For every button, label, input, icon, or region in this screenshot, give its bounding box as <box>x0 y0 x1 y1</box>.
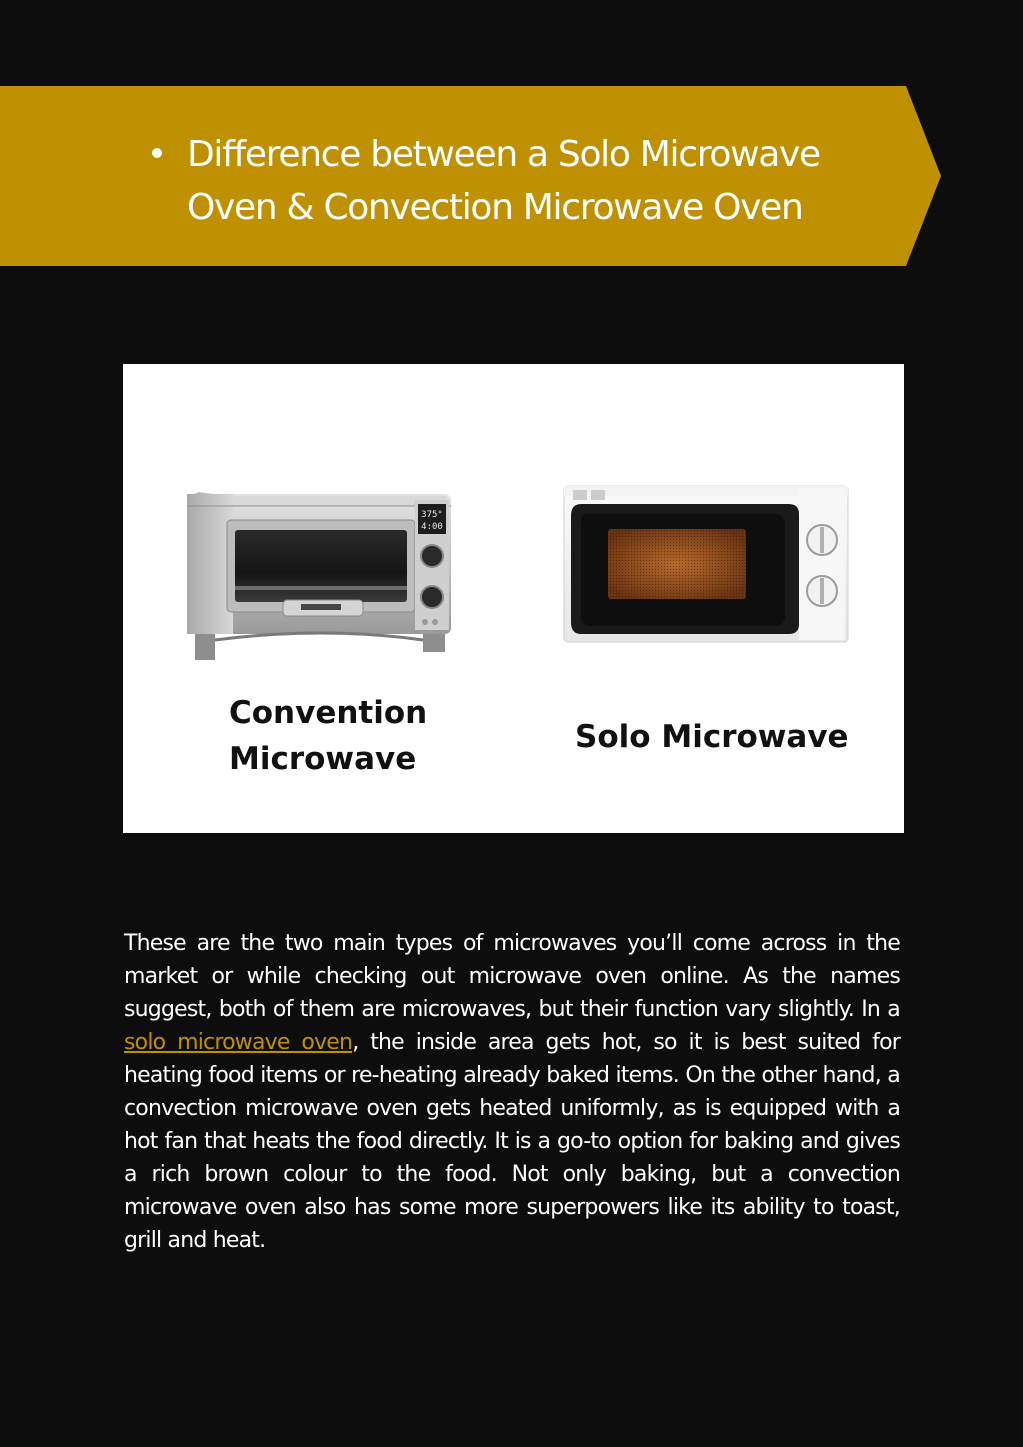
bullet-icon <box>152 148 162 158</box>
comparison-figure <box>123 364 904 833</box>
caption-line-1: Convention <box>229 695 428 731</box>
oven-display-top: 375° <box>421 510 443 520</box>
article-paragraph <box>124 927 900 1257</box>
caption-line-2: Microwave <box>229 741 417 777</box>
paragraph-text-start: These are the two main types of microwaves you’ll come across in the market or while checking out microwave oven online. As the names suggest, both of them are microwaves, but their function vary slightly. In a <box>124 931 900 1022</box>
oven-display-bottom: 4:00 <box>421 522 443 532</box>
paragraph-text-end: , the inside area gets hot, so it is best suited for heating food items or re-heating already baked items. On the other hand, a convection microwave oven gets heated uniformly, as is equipped with a hot fan that heats the food directly. It is a go-to option for baking and gives a rich brown colour to the food. Not only baking, but a convection microwave oven also has some more superpowers like its ability to toast, grill and heat. <box>124 1030 900 1253</box>
convection-microwave-caption <box>229 690 459 782</box>
solo-microwave-caption: Solo Microwave <box>575 719 849 755</box>
solo-microwave-oven-link[interactable]: solo microwave oven <box>124 1030 353 1055</box>
page-title: Difference between a Solo Microwave Oven & Convection Microwave Oven <box>187 134 820 228</box>
convection-oven-image <box>187 492 451 660</box>
solo-microwave-image <box>564 486 848 642</box>
